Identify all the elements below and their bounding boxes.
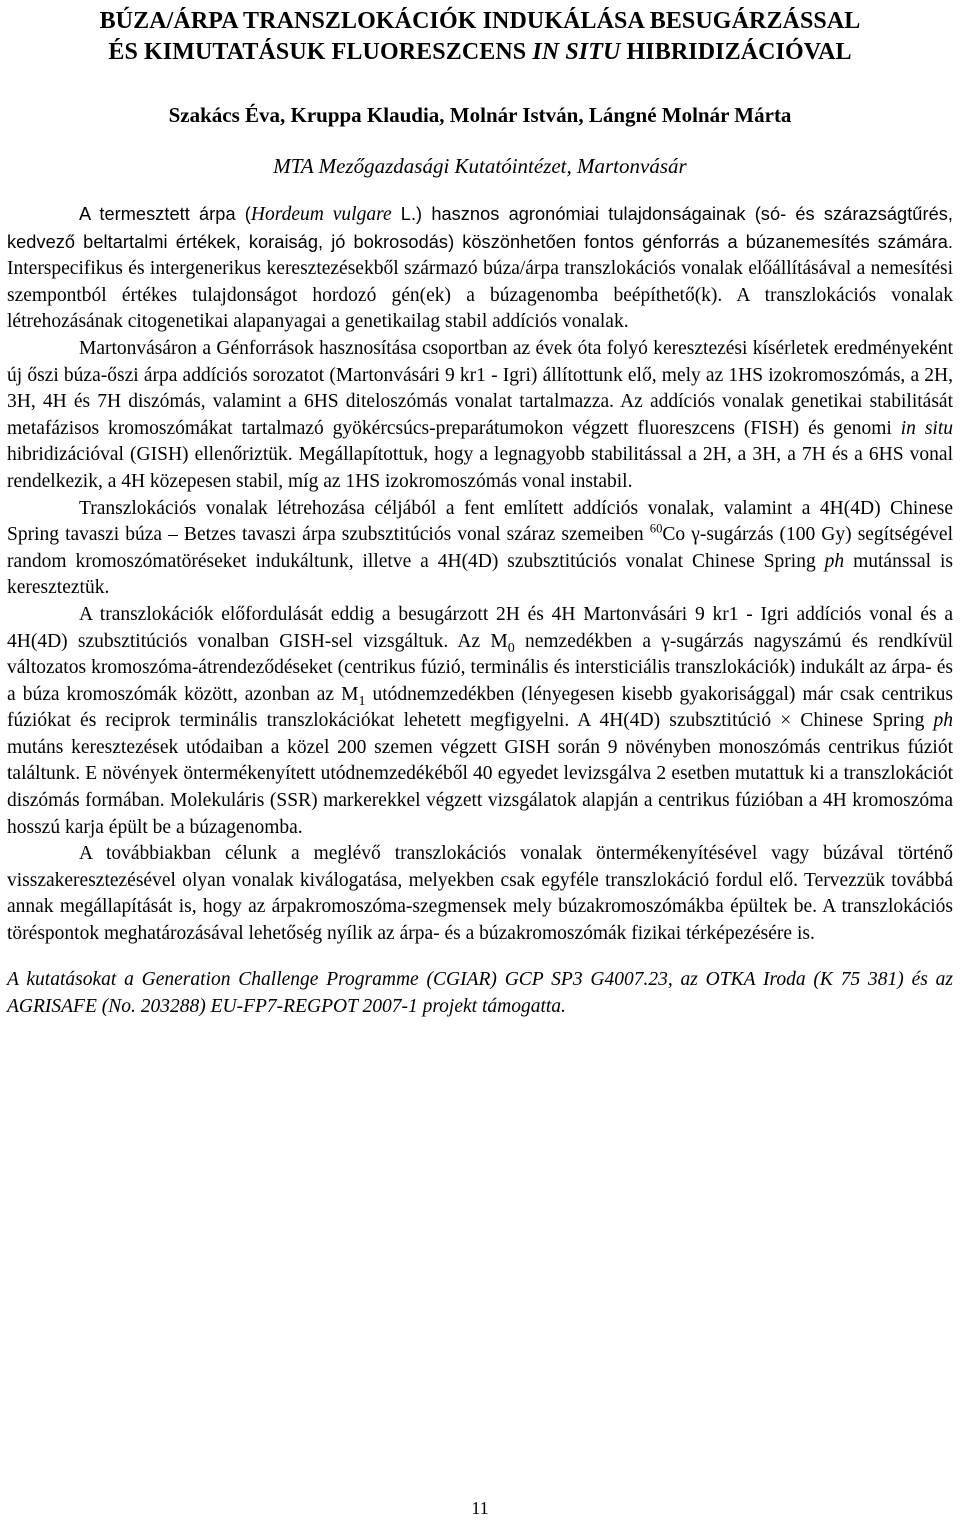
title-line-2: [7, 37, 953, 68]
paragraph-2-part-a: Martonvásáron a Génforrások hasznosítása csoportban az évek óta folyó keresztezési kísérletek eredményeként új őszi búza-őszi árpa addíciós sorozatot (Martonvásári 9 kr1 - Igri) állítottunk elő, mely az 1HS izokromoszómás, a 2H, 3H, 4H és 7H diszómás, valamint a 6HS diteloszómás vonalat tartalmazza. Az addíciós vonalak genetikai stabilitását metafázisos kromoszómákat tartalmazó gyökércsúcs-preparátumokon végzett fluoreszcens (FISH) és genomi: [7, 337, 953, 439]
paragraph-3-part-c: mutánssal is kereszteztük.: [7, 550, 954, 599]
paragraph-4-italic: ph: [933, 710, 953, 732]
paragraph-2: [7, 336, 953, 496]
m1-subscript: 1: [358, 692, 366, 709]
paragraph-1-part-c: Interspecifikus és intergenerikus keresztezésekből származó búza/árpa transzlokációs vonalak előállításával a nemesítési szempontból értékes tulajdonságot hordozó gén(ek) a búzagenomba beépíthető(k). A transzlokációs vonalak létrehozásának citogenetikai alapanyagai a genetikailag stabil addíciós vonalak.: [7, 258, 953, 333]
paragraph-4-part-b: nemzedékben a γ-sugárzás nagyszámú és rendkívül változatos kromoszóma-átrendeződéseket (centrikus fúzió, terminális és intersticiális transzlokációk) indukált az árpa- és a búza kromoszómák között, azonban az M: [7, 630, 953, 705]
paragraph-1-italic: Hordeum vulgare: [250, 204, 392, 225]
m0-subscript: 0: [507, 639, 515, 656]
paragraph-3-part-b: Co γ-sugárzás (100 Gy) segítségével random kromoszómatöréseket indukáltunk, illetve a 4H(4D) szubsztitúciós vonalat Chinese Spring: [7, 524, 953, 572]
author-list: Szakács Éva, Kruppa Klaudia, Molnár István, Lángné Molnár Márta: [168, 103, 792, 127]
body-text: [7, 201, 953, 948]
paragraph-2-part-b: hibridizációval (GISH) ellenőriztük. Megállapítottuk, hogy a legnagyobb stabilitással a 2H, a 3H, a 7H és a 6HS vonal rendelkezik, a 4H közepesen stabil, míg az 1HS izokromoszómás vonal instabil.: [7, 444, 953, 492]
isotope-superscript: 60: [649, 521, 663, 536]
title-line-2-italic: IN SITU: [532, 39, 621, 65]
title-line-2-post: HIBRIDIZÁCIÓVAL: [620, 39, 852, 65]
title-line-1: BÚZA/ÁRPA TRANSZLOKÁCIÓK INDUKÁLÁSA BESUGÁRZÁSSAL: [99, 8, 861, 34]
title-line-2-pre: ÉS KIMUTATÁSUK FLUORESZCENS: [108, 39, 533, 65]
paragraph-4-part-c: utódnemzedékben (lényegesen kisebb gyakorisággal) már csak centrikus fúziókat és reciprok terminális transzlokációkat lehetett megfigyelni. A 4H(4D) szubsztitúció × Chinese Spring: [7, 683, 953, 732]
paragraph-3-italic: ph: [824, 550, 845, 572]
paragraph-5: A továbbiakban célunk a meglévő transzlokációs vonalak öntermékenyítésével vagy búzával történő visszakeresztezésével olyan vonalak kiválogatása, melyekben csak egyféle transzlokáció fordul elő. Tervezzük továbbá annak megállapítását is, hogy az árpakromoszóma-szegmensek mely búzakromoszómákba épültek be. A transzlokációs töréspontok meghatározásával lehetőség nyílik az árpa- és a búzakromoszómák fizikai térképezésére is.: [7, 843, 953, 945]
paragraph-3: [7, 496, 953, 602]
paragraph-4-part-a: A transzlokációk előfordulását eddig a besugárzott 2H és 4H Martonvásári 9 kr1 - Igri addíciós vonal és a 4H(4D) szubsztitúciós vonalban GISH-sel vizsgáltuk. Az M: [7, 603, 953, 652]
paper-title: [7, 6, 953, 68]
paragraph-1-part-a: A termesztett árpa (: [79, 204, 251, 224]
paragraph-4-part-d: mutáns keresztezések utódaiban a közel 200 szemen végzett GISH során 9 növényben monoszómás centrikus fúziót találtunk. E növények öntermékenyített utódnemzedékéből 40 egyedet levizsgálva 2 esetben mutattuk ki a transzlokációt diszómás formában. Molekuláris (SSR) markerekkel végzett vizsgálatok alapján a centrikus fúzióban a 4H kromoszóma hosszú karja épült be a búzagenomba.: [7, 736, 953, 838]
acknowledgement: A kutatásokat a Generation Challenge Programme (CGIAR) GCP SP3 G4007.23, az OTKA Iroda (K 75 381) és az AGRISAFE (No. 203288) EU-FP7-REGPOT 2007-1 projekt támogatta.: [7, 968, 953, 1017]
paragraph-4: [7, 602, 953, 841]
paper-page: [7, 0, 953, 1020]
paragraph-2-italic: in situ: [900, 417, 953, 439]
paragraph-1: [7, 201, 953, 336]
page-number: 11: [471, 1498, 489, 1518]
affiliation: MTA Mezőgazdasági Kutatóintézet, Martonvásár: [273, 154, 687, 178]
paragraph-3-part-a: Transzlokációs vonalak létrehozása céljából a fent említett addíciós vonalak, valamint a 4H(4D) Chinese Spring tavaszi búza – Betzes tavaszi árpa szubsztitúciós vonal száraz szemeiben: [7, 497, 953, 546]
paragraph-1-part-b: L.) hasznos agronómiai tulajdonságainak (só- és szárazságtűrés, kedvező beltartalmi értékek, koraiság, jó bokrosodás) köszönhetően fontos génforrás a búzanemesítés számára.: [7, 204, 953, 252]
